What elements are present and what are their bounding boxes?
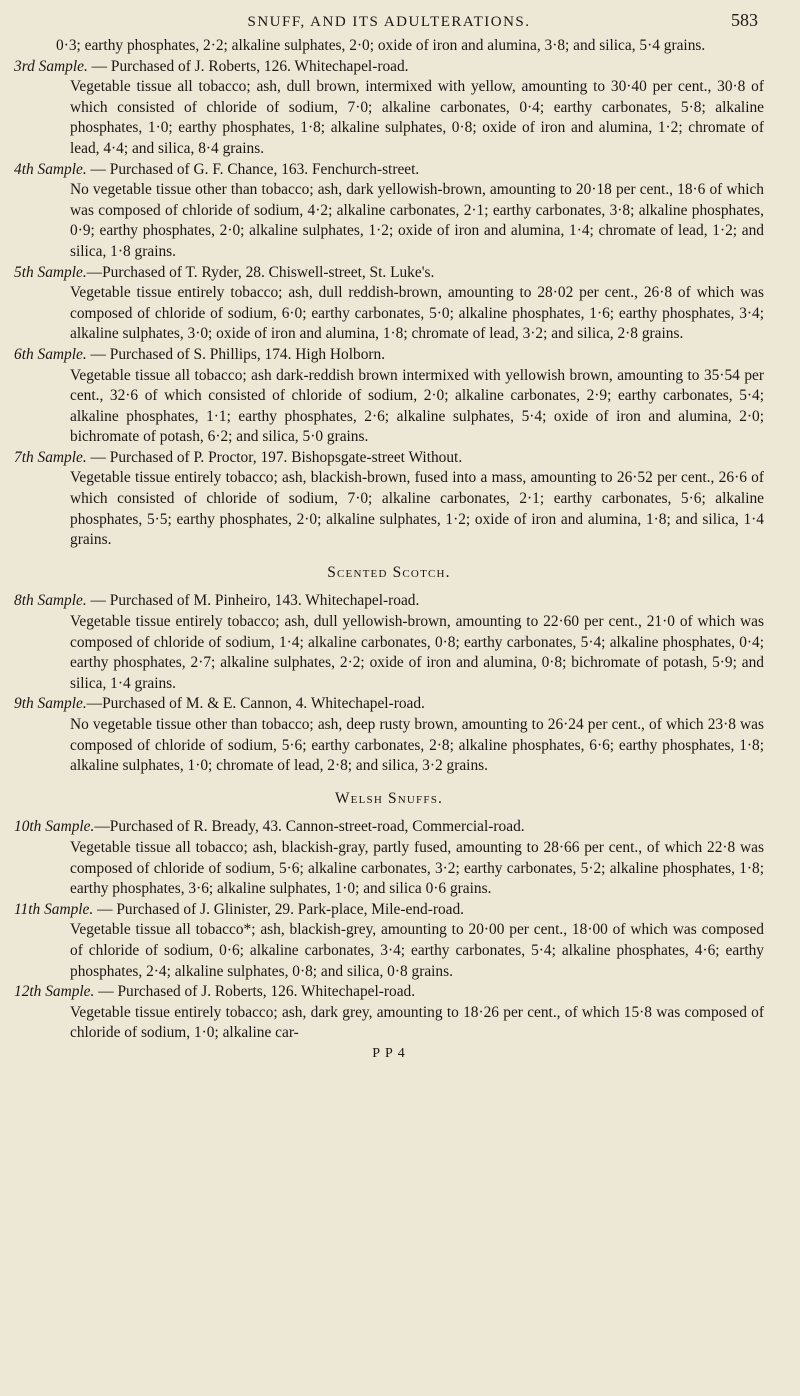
sample-purchase: — Purchased of S. Phillips, 174. High Holborn. [86, 345, 386, 363]
sample-entry [14, 448, 764, 551]
sample-purchase: —Purchased of R. Bready, 43. Cannon-street-road, Commercial-road. [94, 818, 525, 836]
sample-body: Vegetable tissue all tobacco*; ash, blackish-grey, amounting to 20·00 per cent., 18·00 of which was composed of chloride of sodium, 0·6; alkaline carbonates, 3·4; earthy carbonates, 5·4; alkaline phosphates, 4·6; earthy phosphates, 2·4; alkaline sulphates, 0·8; and silica, 0·8 grains. [70, 921, 764, 980]
sample-body: Vegetable tissue entirely tobacco; ash, dull reddish-brown, amounting to 28·02 per cent., 26·8 of which was composed of chloride of sodium, 6·0; earthy carbonates, 5·0; alkaline phosphates, 1·6; earthy phosphates, 3·4; alkaline sulphates, 3·0; oxide of iron and alumina, 1·8; chromate of lead, 3·2; and silica, 2·8 grains. [70, 284, 764, 343]
sample-label: 11th Sample. [14, 900, 94, 918]
section-heading-welsh-snuffs: Welsh Snuffs. [334, 789, 444, 807]
signature-mark: P P 4 [372, 1045, 406, 1061]
sample-label: 9th Sample. [14, 695, 87, 713]
sample-entry [14, 694, 764, 776]
sample-purchase: — Purchased of J. Roberts, 126. Whitechapel-road. [87, 57, 409, 75]
page-number: 583 [731, 10, 758, 30]
sample-label: 5th Sample. [14, 263, 87, 281]
samples-group-2 [14, 591, 764, 776]
sample-label: 10th Sample. [14, 818, 95, 836]
sample-body: Vegetable tissue all tobacco; ash, dull brown, intermixed with yellow, amounting to 30·40 per cent., 30·8 of which consisted of chloride of sodium, 7·0; alkaline carbonates, 0·4; earthy carbonates, 5·8; alkaline phosphates, 1·0; earthy phosphates, 1·8; alkaline sulphates, 0·8; oxide of iron and alumina, 1·2; chromate of lead, 4·4; and silica, 8·4 grains. [70, 78, 764, 157]
sample-purchase: —Purchased of T. Ryder, 28. Chiswell-street, St. Luke's. [86, 263, 435, 281]
sample-entry [14, 57, 764, 160]
sample-purchase: — Purchased of J. Roberts, 126. Whitechapel-road. [94, 983, 416, 1001]
sample-body: No vegetable tissue other than tobacco; ash, deep rusty brown, amounting to 26·24 per cent., of which 23·8 was composed of chloride of sodium, 5·6; earthy carbonates, 2·8; alkaline phosphates, 6·6; earthy phosphates, 1·8; alkaline sulphates, 1·0; chromate of lead, 2·8; and silica, 3·2 grains. [70, 716, 764, 775]
page-text [14, 36, 764, 1065]
sample-purchase: — Purchased of J. Glinister, 29. Park-place, Mile-end-road. [93, 900, 465, 918]
sample-entry [14, 160, 764, 263]
sample-label: 6th Sample. [14, 345, 87, 363]
sample-label: 4th Sample. [14, 160, 87, 178]
sample-purchase: —Purchased of M. & E. Cannon, 4. Whitechapel-road. [86, 695, 425, 713]
sample-body: No vegetable tissue other than tobacco; ash, dark yellowish-brown, amounting to 20·18 per cent., 18·6 of which was composed of chloride of sodium, 4·2; alkaline carbonates, 2·1; earthy carbonates, 3·8; alkaline phosphates, 0·9; earthy phosphates, 2·0; alkaline sulphates, 1·2; oxide of iron and alumina, 1·4; chromate of lead, 1·2; and silica, 1·8 grains. [70, 181, 764, 260]
samples-group-1 [14, 57, 764, 551]
section-heading-scented-scotch: Scented Scotch. [327, 563, 451, 581]
sample-entry [14, 345, 764, 448]
sample-label: 7th Sample. [14, 448, 87, 466]
sample-purchase: — Purchased of P. Proctor, 197. Bishopsgate-street Without. [86, 448, 463, 466]
sample-label: 8th Sample. [14, 592, 87, 610]
sample-label: 12th Sample. [14, 983, 95, 1001]
sample-purchase: — Purchased of G. F. Chance, 163. Fenchurch-street. [86, 160, 420, 178]
sample-entry [14, 900, 764, 982]
running-head [14, 8, 764, 36]
intro-fragment: 0·3; earthy phosphates, 2·2; alkaline sulphates, 2·0; oxide of iron and alumina, 3·8; and silica, 5·4 grains. [56, 37, 706, 54]
sample-body: Vegetable tissue all tobacco; ash, blackish-gray, partly fused, amounting to 28·66 per cent., of which 22·8 was composed of chloride of sodium, 5·6; alkaline carbonates, 3·2; earthy carbonates, 5·2; alkaline phosphates, 1·8; earthy phosphates, 3·6; alkaline sulphates, 1·0; and silica 0·6 grains. [70, 838, 764, 898]
sample-entry [14, 817, 764, 899]
sample-entry [14, 982, 764, 1044]
sample-body: Vegetable tissue entirely tobacco; ash, dark grey, amounting to 18·26 per cent., of which 15·8 was composed of chloride of sodium, 1·0; alkaline car- [70, 1003, 764, 1042]
running-head-title: SNUFF, AND ITS ADULTERATIONS. [247, 14, 531, 30]
sample-label: 3rd Sample. [14, 57, 88, 75]
samples-group-3 [14, 817, 764, 1044]
sample-entry [14, 591, 764, 694]
sample-purchase: — Purchased of M. Pinheiro, 143. Whitechapel-road. [86, 592, 420, 610]
sample-body: Vegetable tissue entirely tobacco; ash, dull yellowish-brown, amounting to 22·60 per cent., 21·0 of which was composed of chloride of sodium, 1·4; alkaline carbonates, 0·8; earthy carbonates, 5·4; alkaline phosphates, 0·4; earthy phosphates, 2·7; alkaline sulphates, 2·2; oxide of iron and alumina, 0·8; bichromate of potash, 5·9; and silica, 1·4 grains. [70, 613, 764, 692]
sample-entry [14, 263, 764, 345]
sample-body: Vegetable tissue all tobacco; ash dark-reddish brown intermixed with yellowish brown, amounting to 35·54 per cent., 32·6 of which consisted of chloride of sodium, 2·0; alkaline carbonates, 2·9; earthy carbonates, 5·4; alkaline phosphates, 1·1; earthy phosphates, 2·6; alkaline sulphates, 5·4; oxide of iron and alumina, 2·0; bichromate of potash, 6·2; and silica, 5·0 grains. [70, 366, 764, 446]
sample-body: Vegetable tissue entirely tobacco; ash, blackish-brown, fused into a mass, amounting to 26·52 per cent., 26·6 of which consisted of chloride of sodium, 7·0; alkaline carbonates, 2·1; earthy carbonates, 5·6; alkaline phosphates, 5·5; earthy phosphates, 2·0; alkaline sulphates, 1·2; oxide of iron and alumina, 1·8; and silica, 1·4 grains. [70, 469, 764, 549]
